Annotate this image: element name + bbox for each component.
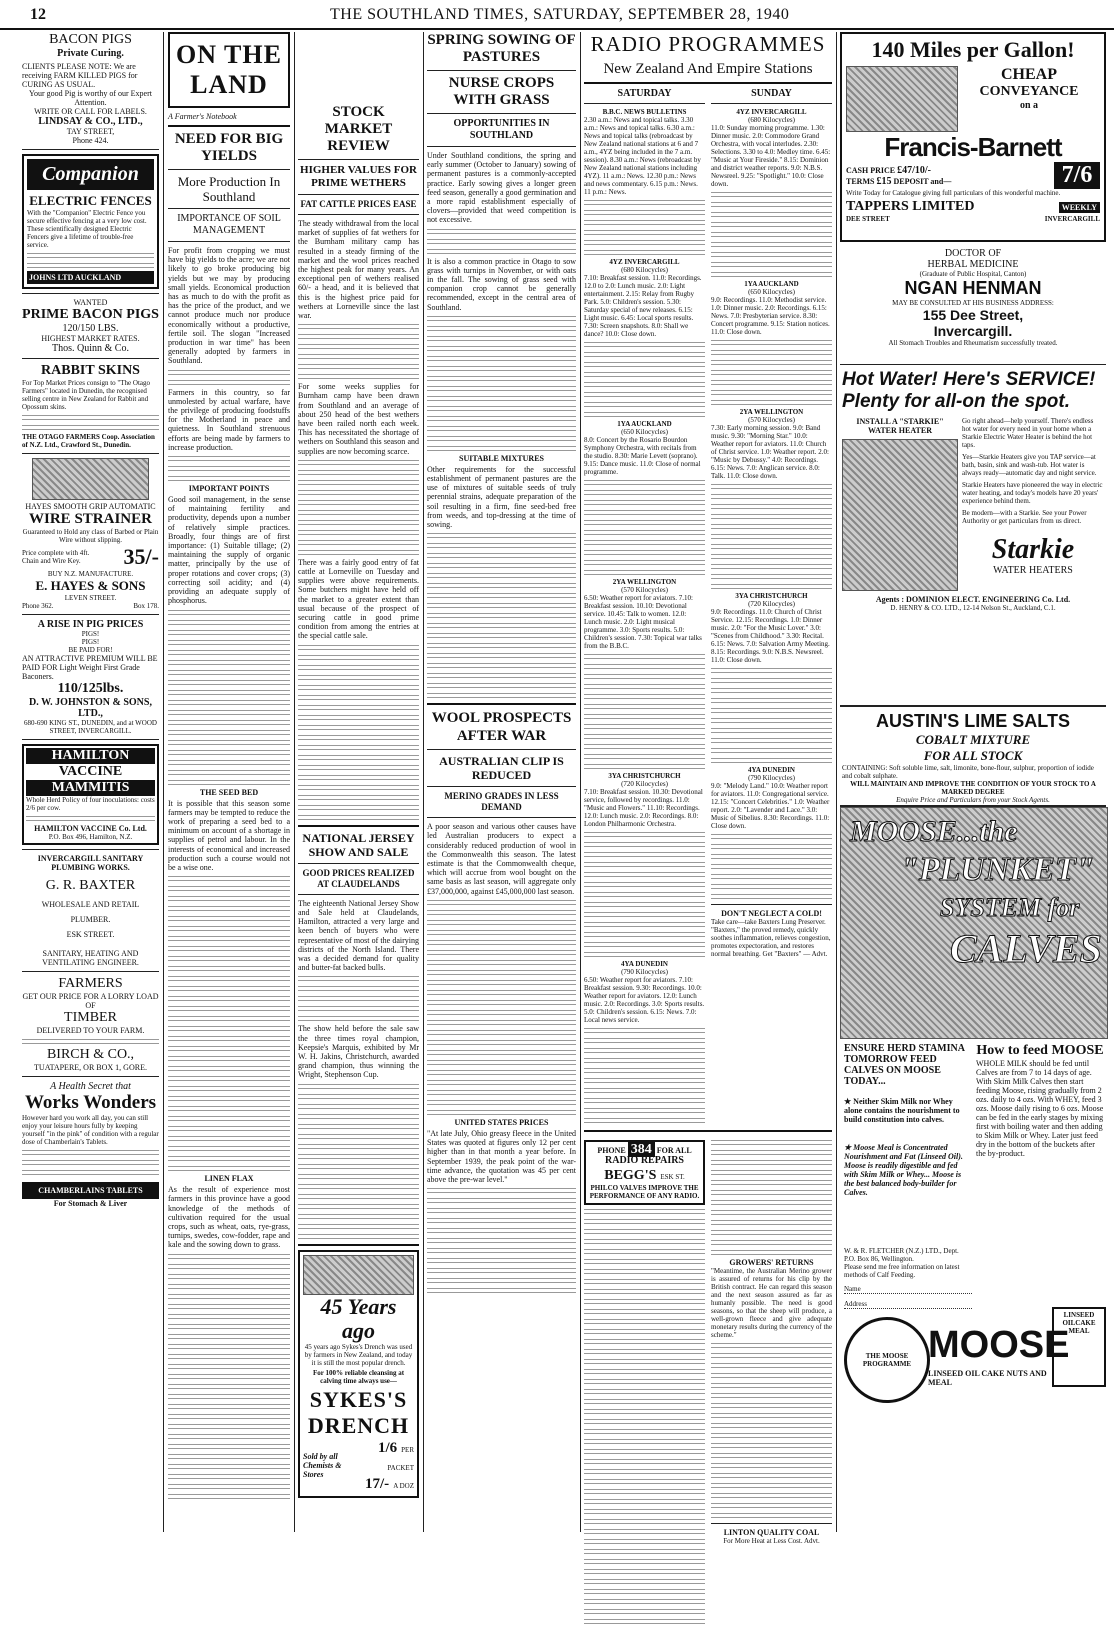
station-schedule: 9.0: Recordings. 11.0: Church of Christ Service. 12.15: Recordings. 1.0: Dinner music. 2.0: "For the Music Lover." 3.0: "Scenes from Childhood." 3.30: Recital. 6.15: News. 7.0: Salvation Army Meeting. 8.15: Recordings. 9.0: N.B.S. Newsreel. 11.0: Close down. <box>711 608 830 664</box>
radio-station <box>584 960 705 1124</box>
station-schedule: 7.30: Early morning session. 9.0: Band music. 9.30: "Morning Star." 10.0: Weather report for aviators. 11.0: Church of Christ service. 1.0: Weather report. 2.0: "Music by Debussy." 4.0: Recordings. 6.15: News. 7.0: Anglican service. 8.0: Talk. 11.0: Close down. <box>711 424 829 480</box>
article-paragraph: As the result of experience most farmers in this province have a good knowledge of the methods of cultivation required for the usual crops, such as wheat, oats, rye-grass, turnips, swedes, cow-fodder, rape and kale and the sowing down to grass. <box>168 1185 290 1250</box>
subheadline: GOOD PRICES REALIZED AT CLAUDELANDS <box>302 867 415 889</box>
station-frequency: (790 Kilocycles) <box>621 968 668 976</box>
station-name: 4YA DUNEDIN <box>620 960 668 968</box>
subheadline: IMPORTANCE OF SOIL MANAGEMENT <box>177 213 281 236</box>
ad-dealer: JOHNS LTD AUCKLAND <box>27 271 154 284</box>
ad-title: RABBIT SKINS <box>41 363 140 378</box>
ad-text: Write Today for Catalogue giving full particulars of this wonderful machine. <box>846 189 1061 197</box>
ad-title: Hot Water! Here's SERVICE! <box>842 369 1096 390</box>
radio-station <box>711 592 832 764</box>
ad-title: HAMILTON <box>26 748 155 764</box>
ad-phone: Phone 362. <box>22 602 54 610</box>
article-paragraph: The steady withdrawal from the local market of supplies of fat wethers for the Burnham military camp has resulted in a steady firming of the market and the wool prices reached the highest peak for many years. An exceptional pen of wethers realised 60/- a head, and it is believed that this is the highest price paid for wethers at Lorneville since the last war. <box>298 219 419 321</box>
column-rule <box>294 32 295 1532</box>
article-paragraph: The show held before the sale saw the three times royal champion, Keepsie's Marquis, exhibited by Mr W. H. Jakins, Christchurch, awarded grand champion, thus winning the Wright, Stephenson Cup. <box>298 1024 419 1080</box>
ad-subtitle: FOR ALL STOCK <box>923 748 1023 763</box>
ad-text: WEEKLY <box>1059 202 1100 213</box>
ad-text: D. HENRY & CO. LTD., 12-14 Nelson St., Auckland, C.1. <box>890 604 1056 612</box>
subheadline: FAT CATTLE PRICES EASE <box>300 199 417 209</box>
ad-moose-calf-feed <box>840 807 1106 1497</box>
ad-text: For 100% reliable cleansing at calving time always use— <box>312 1368 405 1385</box>
ad-text: Enquire Price and Particulars from your Stock Agents. <box>896 796 1050 804</box>
bag-label: LINSEED OILCAKE MEAL <box>1062 1311 1096 1335</box>
ad-farmers-timber <box>22 976 159 1072</box>
radio-station <box>711 280 832 406</box>
radio-station <box>711 408 832 590</box>
ad-label: HAYES SMOOTH GRIP AUTOMATIC <box>25 502 156 511</box>
station-frequency: (650 Kilocycles) <box>748 288 795 296</box>
headline: NATIONAL JERSEY SHOW AND SALE <box>302 830 415 859</box>
brand-logo: CHAMBERLAINS TABLETS <box>22 1182 159 1199</box>
station-name: 1YA AUCKLAND <box>617 420 672 428</box>
article-paragraph: "Meantime, the Australian Merino grower is assured of returns for his clip by the British contract. He can regard this season and the next season assured as far as humanly possible. The need is good seasons, so that the sheep will produce, a well-grown fleece and give adequate monetary results during the currency of the scheme." <box>711 1267 832 1339</box>
article-paragraph: "At late July, Ohio greasy fleece in the United States was quoted at figures only 12 per cent higher than in that month a year before. In September 1939, the peak point of the war-time advance, the quotation was 45 per cent above the pre-war level." <box>427 1128 576 1184</box>
ad-text: Your good Pig is worthy of our Expert Attention. <box>29 89 152 107</box>
day-heading: SATURDAY <box>617 88 672 99</box>
ad-text: Phone 424. <box>72 136 109 145</box>
headline: SPRING SOWING OF PASTURES <box>427 32 576 65</box>
ad-text: ★ Neither Skim Milk nor Whey alone contains the nourishment to build constitution into calves. <box>844 1097 960 1124</box>
headline: WOOL PROSPECTS AFTER WAR <box>431 710 572 745</box>
ad-text: BUY N.Z. MANUFACTURE. <box>47 570 134 578</box>
ad-title: CALVES <box>950 926 1102 971</box>
ad-text: TIMBER <box>64 1010 117 1025</box>
ad-text: Whole Herd Policy of four inoculations: costs 2/6 per cow. <box>26 796 155 812</box>
ad-text: Sold by all Chemists & Stores <box>303 1452 342 1480</box>
ad-text: PIGS! <box>81 638 100 646</box>
ad-title: AUSTIN'S LIME SALTS <box>876 711 1070 731</box>
subheadline: OPPORTUNITIES IN SOUTHLAND <box>453 118 550 141</box>
ad-title: INVERCARGILL SANITARY PLUMBING WORKS. <box>37 854 144 872</box>
ad-title: "PLUNKET" <box>900 851 1095 888</box>
coupon-address-field[interactable]: Address <box>844 1300 972 1309</box>
brand-logo: Companion <box>27 159 154 190</box>
article-paragraph: For profit from cropping we must have big yields to the acre; we are not likely to go broke producing big yields but we may by producing small yields. Economical production has as much to do with the profit as has the price of the product, and we cannot produce much nor produce economically without a productive, fertile soil. The slogan "Increased production in war time" has been generally adopted by farmers in Southland. <box>168 246 290 366</box>
column-radio-programmes <box>584 32 832 1545</box>
coupon-address: W. & R. FLETCHER (N.Z.) LTD., Dept. P.O. Box 86, Wellington. <box>844 1247 959 1263</box>
ad-title: A RISE IN PIG PRICES <box>37 619 144 630</box>
column-on-the-land <box>168 32 290 1532</box>
radio-station <box>584 108 705 256</box>
article-paragraph: Take care—take Baxters Lung Preserver. "Baxters," the proved remedy, quickly soothes inflammation, relieves congestion, promotes expectoration, and restores normal breathing. Get "Baxters" — Advt. <box>711 918 831 958</box>
radio-station <box>584 258 705 418</box>
section-heading: IMPORTANT POINTS <box>188 484 270 494</box>
ad-text: However hard you work all day, you can still enjoy your leisure hours fully by keeping yourself "in the pink" of condition with a regular dose of Chamberlain's Tablets. <box>22 1114 159 1146</box>
radio-station <box>584 578 705 770</box>
ad-title: SYSTEM for <box>940 893 1080 922</box>
ad-firm: NGAN HENMAN <box>904 278 1042 298</box>
ad-bacon-pigs <box>22 32 159 145</box>
radio-station <box>584 420 705 576</box>
coupon-text: Please send me free information on latest methods of Calf Feeding. <box>844 1263 960 1279</box>
ad-weights: 110/125lbs. <box>57 681 124 696</box>
wire-strainer-image <box>32 458 149 500</box>
article-paragraph: It is possible that this season some farmers may be tempted to reduce the work of preparing a seed bed to a minimum on account of a shortage in supplies of petrol and labour. In the interests of economical and increased production such a course would not be a wise one. <box>168 798 290 872</box>
moose-howto <box>976 1043 1104 1158</box>
column-rule <box>580 32 581 1532</box>
ad-text: CLIENTS PLEASE NOTE: We are receiving FARM KILLED PIGS for CURING AS USUAL. <box>22 62 138 89</box>
ad-firm: TAPPERS LIMITED <box>846 199 975 214</box>
ad-title: LINTON QUALITY COAL <box>723 1528 820 1537</box>
section-banner: ON THE LAND <box>168 32 290 108</box>
station-name: 3YA CHRISTCHURCH <box>608 772 681 780</box>
column-display-ads <box>840 32 1106 1532</box>
station-frequency: (680 Kilocycles) <box>621 266 668 274</box>
ad-title: 140 Miles per Gallon! <box>871 37 1075 62</box>
brand-logo: MOOSE <box>928 1324 1070 1366</box>
station-name: B.B.C. NEWS BULLETINS <box>602 108 687 116</box>
station-schedule: 7.10: Breakfast session. 11.0: Recordings. 12.0 to 2.0: Lunch music. 2.0: Light entertainment. 2.15: Relay from Rugby Park. 5.0: Children's session. 5.30: Saturday special of new releases. 6.15: Light music. 6.45: Local sports results. 7.30: Screen snapshots. 8.0: Shall we dance? 10.0: Close down. <box>584 274 702 338</box>
subheadline: MERINO GRADES IN LESS DEMAND <box>444 791 559 813</box>
station-name: 2YA WELLINGTON <box>739 408 804 416</box>
ad-text: PLUMBER. <box>70 915 111 924</box>
station-frequency: (790 Kilocycles) <box>748 774 795 782</box>
ad-title: FARMERS <box>58 976 123 991</box>
ad-address: TUATAPERE, OR BOX 1, GORE. <box>34 1063 147 1072</box>
ad-text: LINSEED OIL CAKE NUTS AND MEAL <box>928 1369 1047 1387</box>
brand-logo: Starkie <box>991 534 1075 565</box>
ad-text: on a <box>1019 100 1039 111</box>
station-name: 1YA AUCKLAND <box>744 280 799 288</box>
ad-box: Box 178. <box>133 602 159 610</box>
ad-subtitle: Private Curing. <box>57 48 124 59</box>
ad-text: ★ Moose Meal is Concentrated Nourishment and Fat (Linseed Oil). Moose is readily digestible and fed with Skim Milk or Whey... Moose is the best balanced body-builder for Calves. <box>844 1143 963 1197</box>
ad-price: 7/6 <box>1054 162 1100 189</box>
column-classified-ads <box>22 32 159 1532</box>
ad-text: DELIVERED TO YOUR FARM. <box>36 1026 145 1035</box>
ad-text: GET OUR PRICE FOR A LORRY LOAD OF <box>22 992 159 1010</box>
ad-text: SANITARY, HEATING AND VENTILATING ENGINEER. <box>42 949 139 967</box>
ad-text: INSTALL A "STARKIE" WATER HEATER <box>856 417 944 435</box>
moose-bag <box>1052 1307 1106 1387</box>
radio-station <box>711 108 832 278</box>
ad-price: 17/- <box>365 1475 390 1492</box>
ad-sykes-drench <box>298 1250 419 1498</box>
ad-address: 680-690 KING ST., DUNEDIN, and at WOOD STREET, INVERCARGILL. <box>24 719 157 735</box>
ad-text: Guaranteed to Hold any class of Barbed or Plain Wire without slipping. <box>22 528 159 544</box>
day-heading: SUNDAY <box>751 88 792 99</box>
ad-text: With the "Companion" Electric Fence you secure effective fencing at a very low cost. These scientifically designed Electric Fencers give a lifetime of trouble-free service. <box>27 209 147 249</box>
section-title: RADIO PROGRAMMES <box>590 32 826 56</box>
ad-title: MAMMITIS <box>26 780 155 796</box>
radio-sunday <box>711 88 832 1126</box>
ad-subtitle: COBALT MIXTURE <box>915 732 1031 747</box>
ad-text: CONVEYANCE <box>979 84 1079 99</box>
station-name: 4YA DUNEDIN <box>747 766 795 774</box>
headline: STOCK MARKET REVIEW <box>324 104 393 154</box>
ad-text: BE PAID FOR! <box>68 646 113 654</box>
station-schedule: 11.0: Sunday morning programme. 1.30: Dinner music. 2.0: Commodore Grand Orchestra, with vocal interludes. 2.30: Selections. 3.30 to 4.0: Medley time. 6.45: "Music at Your Fireside." 8.15: Dominion and district weather reports. 9.0: N.B.S. Newsreel. 9.25: "Spotlight." 10.0: Close down. <box>711 124 831 188</box>
ad-firm: G. R. BAXTER <box>45 878 136 893</box>
article-paragraph: Good soil management, in the sense of maintaining fertility and productivity, depends upon a number of relatively simple practices. Broadly, four things are of first importance: (1) Suitable tillage; (2) maintaining the supply of organic matter, principally by the use of proper rotations and cover crops; (3) correcting soil acidity; and (4) providing an adequate supply of phosphorus. <box>168 495 290 606</box>
ad-companion-fences <box>22 154 159 289</box>
ad-text: HERBAL MEDICINE <box>927 259 1019 270</box>
station-name: 3YA CHRISTCHURCH <box>735 592 808 600</box>
ad-address: INVERCARGILL <box>1044 215 1100 223</box>
ad-text: ENSURE HERD STAMINA TOMORROW FEED CALVES ON MOOSE TODAY... <box>844 1043 965 1087</box>
column-spring-sowing <box>427 32 576 1532</box>
ad-text: TAY STREET, <box>66 127 115 136</box>
brand-logo: SYKES'S DRENCH <box>307 1386 410 1438</box>
coupon <box>844 1247 972 1309</box>
ad-title: RADIO REPAIRS <box>605 1155 684 1166</box>
brand-logo: Francis-Barnett <box>884 132 1062 162</box>
article-paragraph: A poor season and various other causes have led Australian producers to expect a considerably reduced production of wool in the Commonwealth this season. The latest estimate is that the Commonwealth cheque, which will accrue from wool bought on the same basis as last season, will aggregate only £37,000,000, against £45,000,000 last season. <box>427 822 576 896</box>
subheadline: More Production In Southland <box>177 174 281 204</box>
ad-title: WIRE STRAINER <box>29 511 152 527</box>
section-heading: UNITED STATES PRICES <box>454 1117 549 1127</box>
column-rule <box>423 32 424 1532</box>
ad-text: MAY BE CONSULTED AT HIS BUSINESS ADDRESS: <box>892 299 1054 307</box>
ad-austins-lime-salts <box>840 707 1106 807</box>
station-frequency: (720 Kilocycles) <box>621 780 668 788</box>
programme-seal <box>844 1317 930 1403</box>
section-heading: THE SEED BED <box>199 787 259 797</box>
masthead <box>0 0 1114 30</box>
section-heading: LINEN FLAX <box>204 1174 254 1184</box>
ad-firm: BIRCH & CO., <box>46 1047 135 1062</box>
ad-text: WATER HEATERS <box>993 565 1073 576</box>
ad-title: A Health Secret that <box>50 1081 131 1092</box>
ad-title: VACCINE <box>58 764 123 779</box>
ad-address: 155 Dee Street, <box>922 307 1024 323</box>
station-name: 4YZ INVERCARGILL <box>736 108 807 116</box>
ad-text: ESK STREET. <box>66 930 115 939</box>
station-frequency: (570 Kilocycles) <box>748 416 795 424</box>
ad-herbal-doctor <box>840 242 1106 365</box>
ad-price-unit: A DOZ <box>393 1481 414 1490</box>
ad-chamberlains <box>22 1081 159 1208</box>
ad-wanted-pigs <box>22 298 159 354</box>
ad-text: All Stomach Troubles and Rheumatism successfully treated. <box>888 339 1058 347</box>
ad-address: P.O. Box 496, Hamilton, N.Z. <box>48 833 133 841</box>
motorcycle-illustration <box>846 66 958 132</box>
station-frequency: (650 Kilocycles) <box>621 428 668 436</box>
ad-text: PHONE <box>597 1146 626 1155</box>
ad-text: (Graduate of Public Hospital, Canton) <box>919 270 1027 278</box>
subheadline: AUSTRALIAN CLIP IS REDUCED <box>439 754 564 783</box>
ad-text: DOCTOR OF <box>944 248 1002 259</box>
ad-text: AN ATTRACTIVE PREMIUM WILL BE PAID FOR Light Weight First Grade Baconers. <box>22 654 158 681</box>
page-number: 12 <box>30 6 46 23</box>
ad-text: PHILCO VALVES IMPROVE THE PERFORMANCE OF ANY RADIO. <box>589 1184 700 1200</box>
station-schedule: 7.10: Breakfast session. 10.30: Devotional service, followed by recordings. 11.0: "Music and Flowers." 11.10: Recordings. 12.0: Lunch music. 2.0: Recordings. 8.0: London Philharmonic Orchestra. <box>584 788 703 828</box>
ad-firm: D. W. JOHNSTON & SONS, LTD., <box>29 697 152 719</box>
coupon-name-field[interactable]: Name <box>844 1285 972 1294</box>
ad-starkie-heaters <box>840 365 1106 707</box>
station-schedule: 8.0: Concert by the Rosario Bourdon Symphony Orchestra, with recitals from the studio. 8.30: Marie Levett (soprano). 9.15: Dance music. 11.0: Close of normal programme. <box>584 436 701 476</box>
article-paragraph: It is also a common practice in Otago to sow grass with turnips in November, or with oats in the fall. The sowing of grass seed with companion crop cannot be generally recommended, except in the central area of Southland. <box>427 256 576 312</box>
ad-wire-strainer <box>22 458 159 610</box>
article-cold <box>711 909 832 958</box>
ad-text: For More Heat at Less Cost. Advt. <box>723 1537 820 1545</box>
station-schedule: 6.50: Weather report for aviators. 7.10: Breakfast session. 10.10: Devotional service. 10.45: Talk to women. 12.0: Lunch music. 2.0: Light musical programme. 3.0: Sports results. 5.0: Children's session. 7.30: Topical war talks from the B.B.C. <box>584 594 702 650</box>
radio-station <box>711 766 832 900</box>
ad-text: LEVEN STREET. <box>64 594 117 602</box>
station-schedule: 9.0: "Melody Land." 10.0: Weather report for aviators. 11.0: Congregational service. 12.15: "Concert Celebrities." 1.0: Weather report. 2.0: "Lavender and Lace." 3.0: Music of Sibelius. 8.30: Recordings. 11.0: Close down. <box>711 782 830 830</box>
seal-text: THE MOOSE PROGRAMME <box>862 1352 912 1368</box>
ad-text: For Stomach & Liver <box>53 1199 128 1208</box>
ad-price: 1/6 <box>377 1439 398 1456</box>
article-paragraph: Under Southland conditions, the spring and early summer (October to January) sowing of permanent pastures is a commonly-accepted practice. Early sowing gives a longer green feed season, generally a good germination and a more rapid establishment especially of clovers—provided that weed competition is not excessive. <box>427 151 576 225</box>
ad-text: Go right ahead—help yourself. There's endless hot water for every need in your home when a Starkie Electric Water Heater is behind the hot taps. <box>962 417 1094 449</box>
ad-rabbit-skins <box>22 363 159 449</box>
headline: NEED FOR BIG YIELDS <box>174 131 284 164</box>
sheep-illustration <box>303 1255 414 1295</box>
ad-firm: BEGG'S <box>604 1168 657 1183</box>
ad-text: WHOLE MILK should be fed until Calves are from 7 to 14 days of age. With Skim Milk Calves then start feeding Moose, rising gradually from 2 ozs. daily to 4 ozs. With WHEY, feed 3 ozs. Moose daily rising to 6 ozs. Moose can be fed in the early stages by mixing first with boiling water and then adding to Skim Milk or Whey. Later just feed dry in the bottom of the buckets after the by-product. <box>976 1059 1104 1158</box>
station-schedule: 2.30 a.m.: News and topical talks. 3.30 a.m.: News and topical talks. 6.30 a.m.: News and topical talks (rebroadcast by New Zealand national stations at 6 and 7 a.m., 4YZ being included in the 7 a.m. session). 8.30 a.m.: News (rebroadcast by New Zealand national stations including 4YZ). 11 a.m.: News. 12.30 p.m.: News and news commentary. 6.15 p.m.: News. 11 p.m.: News. <box>584 116 701 196</box>
article-paragraph: The eighteenth National Jersey Show and Sale held at Claudelands, Hamilton, attracted a very large and keen bench of buyers who were representative of most of the dairying districts of the North Island. There was a decided demand for quality and butter-fat backed bulls. <box>298 898 419 973</box>
newspaper-title: THE SOUTHLAND TIMES, SATURDAY, SEPTEMBER 28, 1940 <box>330 6 790 23</box>
ad-address: Invercargill. <box>933 323 1013 339</box>
ad-text: 120/150 LBS. <box>62 323 119 334</box>
article-paragraph: Farmers in this country, so far unmolested by actual warfare, have the privilege of producing foodstuffs for the Motherland in peace and quietness. In Southland strenuous efforts are being made by farmers to increase production. <box>168 387 290 452</box>
ad-text: HIGHEST MARKET RATES. <box>41 334 140 343</box>
ad-text: Be modern—with a Starkie. See your Power Authority or get particulars from us direct. <box>962 509 1087 525</box>
column-rule <box>163 32 164 1532</box>
ad-price: £47/10/- <box>897 164 932 176</box>
ad-price-label: TERMS <box>846 176 875 186</box>
ad-price-label: CASH PRICE <box>846 165 896 175</box>
radio-station <box>584 772 705 958</box>
headline: NURSE CROPS WITH GRASS <box>448 75 555 108</box>
ad-text: FOR ALL <box>656 1146 692 1155</box>
ad-title: BACON PIGS <box>49 32 132 47</box>
section-heading: SUITABLE MIXTURES <box>459 453 544 463</box>
ad-title: Plenty for all-on the spot. <box>842 391 1071 412</box>
ad-text: WILL MAINTAIN AND IMPROVE THE CONDITION OF YOUR STOCK TO A MARKED DEGREE <box>850 780 1096 796</box>
section-heading: GROWERS' RETURNS <box>729 1258 814 1267</box>
ad-price: £15 <box>876 175 892 187</box>
subheadline: HIGHER VALUES FOR PRIME WETHERS <box>300 164 417 189</box>
heater-illustration <box>842 439 958 591</box>
station-frequency: (570 Kilocycles) <box>621 586 668 594</box>
ad-title: ELECTRIC FENCES <box>29 193 152 208</box>
station-frequency: (720 Kilocycles) <box>748 600 795 608</box>
radio-saturday <box>584 88 705 1126</box>
ad-phone: 384 <box>628 1142 655 1157</box>
article-paragraph: Other requirements for the successful establishment of permanent pastures are the use of mixtures of suitable seeds of truly perennial strains, adequate preparation of the soil resulting in a firm, fine seed-bed free from weeds, and top-dressing at the time of sowing. <box>427 464 576 530</box>
ad-title: 45 Years ago <box>320 1293 397 1343</box>
ad-text: CHEAP <box>1001 66 1057 83</box>
ad-text: Yes—Starkie Heaters give you TAP service—at bath, basin, sink and wash-tub. Hot water is always ready—automatic day and night service. <box>962 453 1097 477</box>
ad-text: ESK ST. <box>660 1173 685 1181</box>
ad-text: Agents : DOMINION ELECT. ENGINEERING Co. Ltd. <box>875 595 1071 604</box>
ad-title: PRIME BACON PIGS <box>22 307 159 322</box>
ad-text: PIGS! <box>81 630 100 638</box>
ad-firm: THE OTAGO FARMERS Coop. Association of N.Z. Ltd., Crawford St., Dunedin. <box>22 433 155 449</box>
ad-price-unit: PER PACKET <box>387 1445 414 1472</box>
ad-pig-prices <box>22 619 159 735</box>
ad-text: CONTAINING: Soft soluble lime, salt, limonite, bone-flour, sulphur, proportion of iodide and cobalt sulphate. <box>842 764 1094 780</box>
ad-beggs-radio <box>584 1140 705 1205</box>
ad-title: Works Wonders <box>24 1092 157 1113</box>
station-name: 2YA WELLINGTON <box>612 578 677 586</box>
ad-firm: HAMILTON VACCINE Co. Ltd. <box>34 824 147 833</box>
ad-baxter-plumbing <box>22 854 159 967</box>
ad-text: WRITE OR CALL FOR LABELS. <box>34 107 147 116</box>
ad-price-label: Price complete with 4ft. Chain and Wire Key. <box>22 549 90 565</box>
article-paragraph: There was a fairly good entry of fat cattle at Lorneville on Tuesday and supplies were above requirements. Some butchers might have held off the market to a greater extent than usual because of the prospect of securing cattle in good prime condition from among the entries at the special cattle sale. <box>298 557 419 641</box>
column-rule <box>836 32 837 1532</box>
station-name: 4YZ INVERCARGILL <box>609 258 680 266</box>
ad-text: 45 years ago Sykes's Drench was used by farmers in New Zealand, and today it is still the most popular drench. <box>304 1342 413 1367</box>
ad-text: WHOLESALE AND RETAIL <box>41 900 140 909</box>
ad-firm: E. HAYES & SONS <box>35 578 146 593</box>
ad-francis-barnett <box>840 32 1106 242</box>
section-heading: How to feed MOOSE <box>976 1043 1104 1058</box>
ad-text: DEPOSIT and— <box>893 176 952 186</box>
section-kicker: A Farmer's Notebook <box>168 112 237 121</box>
ad-firm: LINDSAY & CO., LTD., <box>38 116 143 127</box>
ad-firm: Thos. Quinn & Co. <box>52 343 129 354</box>
ad-text: For Top Market Prices consign to "The Otago Farmers" located in Dunedin, the recognised selling centre in New Zealand for Rabbit and Opossum skins. <box>22 379 151 411</box>
ad-text: Starkie Heaters have pioneered the way in electric water heating, and today's models have 20 years' experience behind them. <box>962 481 1103 505</box>
ad-address: DEE STREET <box>846 215 890 223</box>
ad-hamilton-vaccine <box>22 744 159 845</box>
ad-price: 35/- <box>123 544 159 569</box>
ad-title: MOOSE...the <box>850 815 1018 848</box>
column-stock-market <box>298 32 419 1532</box>
section-heading: DON'T NEGLECT A COLD! <box>721 909 822 918</box>
ad-label: WANTED <box>73 298 108 307</box>
station-schedule: 6.50: Weather report for aviators. 7.10: Breakfast session. 9.30: Recordings. 10.0: Weather report for aviators. 12.0: Lunch music. 2.0: Recordings. 3.0: Sports results. 5.0: Children's session. 6.15: News. 7.0: Local news service. <box>584 976 705 1024</box>
station-schedule: 9.0: Recordings. 11.0: Methodist service. 1.0: Dinner music. 2.0: Recordings. 6.15: News. 7.0: Presbyterian service. 8.30: Concert programme. 9.15: Station notices. 11.0: Close down. <box>711 296 830 336</box>
section-subtitle: New Zealand And Empire Stations <box>603 61 813 77</box>
station-frequency: (680 Kilocycles) <box>748 116 795 124</box>
article-paragraph: For some weeks supplies for Burnham camp have been drawn from Southland and an average of about 250 head of the best wethers have been railed north each week. This has necessitated the shortage of wethers on Southland this season and supplies are now becoming scarce. <box>298 382 419 456</box>
